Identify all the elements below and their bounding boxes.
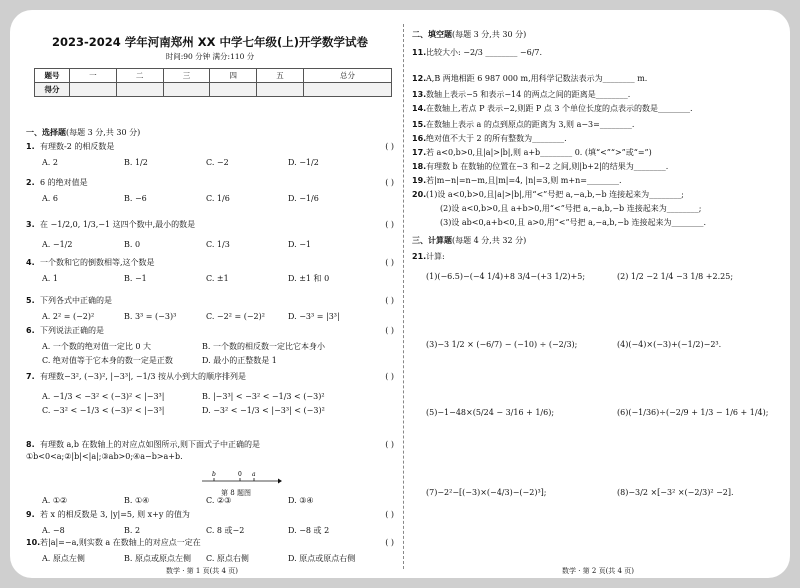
- question-12: [412, 74, 784, 84]
- option-d[interactable]: D. −3³ = |3³|: [288, 312, 340, 321]
- question-text: 有理数-2 的相反数是: [40, 142, 115, 151]
- option-a[interactable]: A. −8: [42, 526, 65, 535]
- section-note: (每题 4 分,共 32 分): [452, 236, 527, 245]
- option-c[interactable]: C. −3² < −1/3 < (−3)² < |−3³|: [42, 406, 165, 415]
- section-note: (每题 3 分,共 30 分): [66, 128, 141, 137]
- section-heading: [412, 236, 526, 246]
- question-number: 11.: [412, 48, 427, 57]
- section-heading: [26, 128, 140, 138]
- number-line-figure: [202, 471, 282, 487]
- question-text: 6 的绝对值是: [40, 178, 88, 187]
- question-number: 17.: [412, 148, 427, 157]
- option-b[interactable]: B. −1: [124, 274, 147, 283]
- section-heading: [412, 30, 526, 40]
- score-cell[interactable]: [303, 83, 391, 97]
- option-a[interactable]: A. 一个数的绝对值一定比 0 大: [42, 342, 152, 351]
- answer-paren[interactable]: ( ): [385, 220, 394, 229]
- score-row-label: 得分: [35, 83, 70, 97]
- option-c[interactable]: C. −2² = (−2)²: [206, 312, 265, 321]
- question-text: 有理数 a,b 在数轴上的对应点如图所示,则下面式子中正确的是: [40, 440, 261, 449]
- score-header-cell: 总分: [303, 69, 391, 83]
- option-d[interactable]: D. −3² < −1/3 < |−3³| < (−3)²: [202, 406, 325, 415]
- question-text: (2)设 a<0,b>0,且 a+b>0,用“<”号把 a,−a,b,−b 连接起来为________;: [440, 204, 702, 213]
- answer-paren[interactable]: ( ): [385, 372, 394, 381]
- question-text: 计算:: [426, 252, 445, 261]
- section-note: (每题 3 分,共 30 分): [452, 30, 527, 39]
- answer-paren[interactable]: ( ): [385, 178, 394, 187]
- question-1: [26, 142, 394, 152]
- option-b[interactable]: B. 3³ = (−3)³: [124, 312, 177, 321]
- question-text: 绝对值不大于 2 的所有整数为________.: [426, 134, 567, 143]
- score-header-cell: 二: [116, 69, 163, 83]
- page-footer: 数学 · 第 1 页(共 4 页): [166, 567, 238, 575]
- option-a[interactable]: A. −1/2: [42, 240, 73, 249]
- score-cell[interactable]: [257, 83, 304, 97]
- calc-item-2: (2) 1/2 −2 1/4 −3 1/8 +2.25;: [617, 272, 734, 281]
- question-text: 比较大小: −2/3 ________ −6/7.: [426, 48, 543, 57]
- option-d[interactable]: D. −1/2: [288, 158, 319, 167]
- option-a[interactable]: A. 原点左侧: [42, 554, 85, 563]
- score-header-cell: 一: [70, 69, 117, 83]
- option-a[interactable]: A. 2: [42, 158, 58, 167]
- question-text: 有理数−3², (−3)², |−3³|, −1/3 按从小到大的顺序排列是: [40, 372, 247, 381]
- question-text: 数轴上表示−5 和表示−14 的两点之间的距离是________.: [426, 90, 631, 99]
- question-6: [26, 326, 394, 336]
- numline-label-b: b: [212, 471, 216, 478]
- question-7: [26, 372, 394, 382]
- score-cell[interactable]: [210, 83, 257, 97]
- score-header-cell: 三: [163, 69, 210, 83]
- question-15: [412, 120, 784, 130]
- numline-label-0: 0: [238, 471, 242, 478]
- option-a[interactable]: A. 1: [42, 274, 58, 283]
- question-text: (3)设 ab<0,a+b<0,且 a>0,用“<”号把 a,−a,b,−b 连接起来为________.: [440, 218, 707, 227]
- question-number: 9.: [26, 510, 35, 519]
- question-18: [412, 162, 784, 172]
- page-2: [412, 10, 784, 578]
- question-3: [26, 220, 394, 230]
- score-header-cell: 五: [257, 69, 304, 83]
- score-cell[interactable]: [70, 83, 117, 97]
- option-a[interactable]: A. −1/3 < −3² < (−3)² < |−3³|: [42, 392, 165, 401]
- option-b[interactable]: B. 一个数的相反数一定比它本身小: [202, 342, 325, 351]
- option-d[interactable]: D. 原点或原点右侧: [288, 554, 356, 563]
- answer-paren[interactable]: ( ): [385, 258, 394, 267]
- question-16: [412, 134, 784, 144]
- question-number: 2.: [26, 178, 35, 187]
- question-20: [412, 190, 784, 200]
- exam-subtitle: 时间:90 分钟 满分:110 分: [165, 52, 255, 61]
- question-text: 若|m−n|=n−m,且|m|=4, |n|=3,则 m+n=________.: [426, 176, 622, 185]
- question-number: 14.: [412, 104, 427, 113]
- section-label: 一、选择题: [26, 127, 66, 137]
- question-5: [26, 296, 394, 306]
- question-14: [412, 104, 784, 114]
- option-b[interactable]: B. 0: [124, 240, 141, 249]
- answer-paren[interactable]: ( ): [385, 326, 394, 335]
- question-sub-text: ①b<0<a;②|b|<|a|;③ab>0;④a−b>a+b.: [26, 452, 183, 461]
- question-11: [412, 48, 784, 58]
- question-number: 18.: [412, 162, 427, 171]
- answer-paren[interactable]: ( ): [385, 538, 394, 547]
- question-number: 4.: [26, 258, 35, 267]
- option-d[interactable]: D. ±1 和 0: [288, 274, 330, 283]
- question-20-part: [426, 218, 790, 228]
- option-c[interactable]: C. 8 或−2: [206, 526, 245, 535]
- exam-title: 2023-2024 学年河南郑州 XX 中学七年级(上)开学数学试卷: [51, 35, 369, 49]
- calc-item-7: (7)−2²−[(−3)×(−4/3)−(−2)³];: [426, 488, 547, 497]
- calc-item-1: (1)(−6.5)−(−4 1/4)+8 3/4−(+3 1/2)+5;: [426, 272, 586, 281]
- question-number: 20.: [412, 190, 427, 199]
- option-d[interactable]: D. −8 或 2: [288, 526, 330, 535]
- question-number: 7.: [26, 372, 35, 381]
- option-a[interactable]: A. 2² = (−2)²: [42, 312, 95, 321]
- page-1: [26, 10, 394, 578]
- question-number: 19.: [412, 176, 427, 185]
- answer-paren[interactable]: ( ): [385, 440, 394, 449]
- question-number: 16.: [412, 134, 427, 143]
- answer-paren[interactable]: ( ): [385, 510, 394, 519]
- question-number: 13.: [412, 90, 427, 99]
- calc-item-4: (4)(−4)×(−3)+(−1/2)−2³.: [617, 340, 722, 349]
- question-text: 有理数 b 在数轴的位置在−3 和−2 之间,则|b+2|的结果为________.: [426, 162, 669, 171]
- question-number: 15.: [412, 120, 427, 129]
- question-number: 12.: [412, 74, 427, 83]
- question-text: 在 −1/2,0, 1/3,−1 这四个数中,最小的数是: [40, 220, 196, 229]
- calc-item-6: (6)(−1/36)÷(−2/9 + 1/3 − 1/6 + 1/4);: [617, 408, 769, 417]
- answer-paren[interactable]: ( ): [385, 142, 394, 151]
- score-cell[interactable]: [116, 83, 163, 97]
- section-label: 三、计算题: [412, 235, 452, 245]
- option-b[interactable]: B. 原点或原点左侧: [124, 554, 191, 563]
- option-b[interactable]: B. −6: [124, 194, 147, 203]
- option-c[interactable]: C. 1/6: [206, 194, 230, 203]
- question-9: [26, 510, 394, 520]
- question-text: A,B 两地相距 6 987 000 m,用科学记数法表示为________ m.: [426, 74, 648, 83]
- question-text: 若|a|=−a,则实数 a 在数轴上的对应点一定在: [40, 538, 201, 547]
- question-13: [412, 90, 784, 100]
- option-a[interactable]: A. ①②: [42, 496, 68, 505]
- option-d[interactable]: D. −1: [288, 240, 312, 249]
- option-b[interactable]: B. 2: [124, 526, 141, 535]
- option-b[interactable]: B. 1/2: [124, 158, 148, 167]
- question-number: 21.: [412, 252, 427, 261]
- question-text: 在数轴上,若点 P 表示−2,则距 P 点 3 个单位长度的点表示的数是________.: [426, 104, 693, 113]
- question-text: 若 a<0,b>0,且|a|>|b|,则 a+b________ 0. (填“<”“>”或“=”): [426, 148, 652, 157]
- question-2: [26, 178, 394, 188]
- question-10: [26, 538, 394, 548]
- page-divider: [403, 24, 404, 569]
- exam-sheet: [10, 10, 790, 578]
- question-4: [26, 258, 394, 268]
- question-text: 一个数和它的倒数相等,这个数是: [40, 258, 155, 267]
- calc-item-8: (8)−3/2 ×[−3² ×(−2/3)² −2].: [617, 488, 734, 497]
- score-table: [34, 68, 392, 97]
- question-text: 下列各式中正确的是: [40, 296, 112, 305]
- question-text: 在数轴上表示 a 的点到原点的距离为 3,则 a−3=________.: [426, 120, 635, 129]
- option-b[interactable]: B. ①④: [124, 496, 150, 505]
- question-number: 3.: [26, 220, 35, 229]
- option-c[interactable]: C. ±1: [206, 274, 229, 283]
- option-c[interactable]: C. 1/3: [206, 240, 230, 249]
- score-header-cell: 四: [210, 69, 257, 83]
- section-label: 二、填空题: [412, 29, 452, 39]
- question-text: 若 x 的相反数是 3, |y|=5, 则 x+y 的值为: [40, 510, 190, 519]
- score-header-cell: 题号: [35, 69, 70, 83]
- question-number: 8.: [26, 440, 35, 449]
- page-footer: 数学 · 第 2 页(共 4 页): [562, 567, 634, 575]
- option-c[interactable]: C. 绝对值等于它本身的数一定是正数: [42, 356, 173, 365]
- option-c[interactable]: C. ②③: [206, 496, 232, 505]
- question-number: 6.: [26, 326, 35, 335]
- question-number: 1.: [26, 142, 35, 151]
- option-b[interactable]: B. |−3³| < −3² < −1/3 < (−3)²: [202, 392, 325, 401]
- calc-item-3: (3)−3 1/2 × (−6/7) − (−10) ÷ (−2/3);: [426, 340, 578, 349]
- calc-item-5: (5)−1−48×(5/24 − 3/16 + 1/6);: [426, 408, 555, 417]
- question-20-part: [426, 204, 790, 214]
- question-number: 5.: [26, 296, 35, 305]
- option-c[interactable]: C. 原点右侧: [206, 554, 249, 563]
- question-19: [412, 176, 784, 186]
- option-d[interactable]: D. 最小的正整数是 1: [202, 356, 277, 365]
- question-8: [26, 440, 394, 450]
- answer-paren[interactable]: ( ): [385, 296, 394, 305]
- option-d[interactable]: D. −1/6: [288, 194, 319, 203]
- question-text: (1)设 a<0,b>0,且|a|>|b|,用“<”号把 a,−a,b,−b 连接起来为________;: [426, 190, 684, 199]
- option-a[interactable]: A. 6: [42, 194, 58, 203]
- numline-label-a: a: [252, 471, 256, 478]
- score-cell[interactable]: [163, 83, 210, 97]
- question-number: 10.: [26, 538, 41, 547]
- figure-caption: 第 8 题图: [221, 489, 251, 497]
- question-text: 下列说法正确的是: [40, 326, 104, 335]
- question-21: [412, 252, 784, 262]
- option-d[interactable]: D. ③④: [288, 496, 314, 505]
- question-17: [412, 148, 784, 158]
- option-c[interactable]: C. −2: [206, 158, 229, 167]
